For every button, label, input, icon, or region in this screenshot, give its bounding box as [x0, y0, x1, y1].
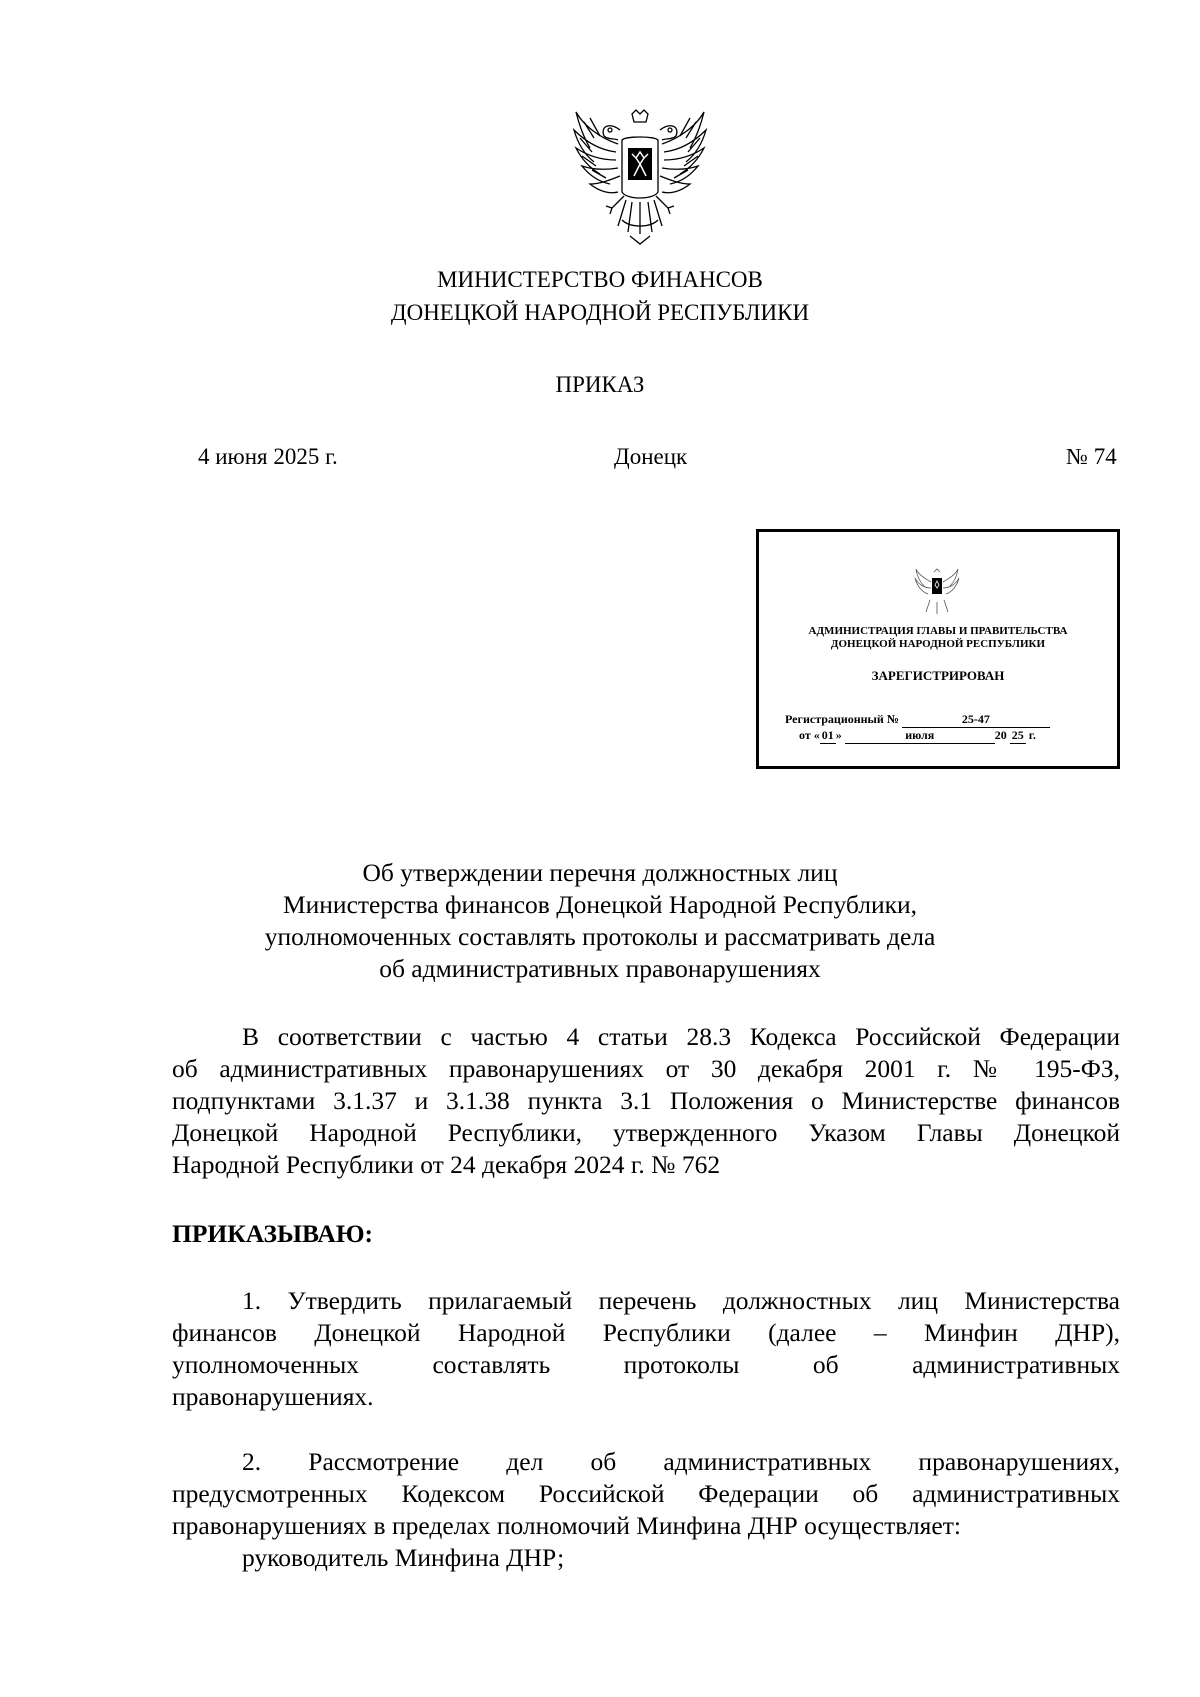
preamble-line2: об административных правонарушениях от 30 декабря 2001 г. № 195-ФЗ, [172, 1054, 1120, 1083]
coat-of-arms-emblem [570, 108, 710, 253]
small-coat-of-arms-icon [914, 568, 960, 618]
preamble-line1: В соответствии с частью 4 статьи 28.3 Кодекса Российской Федерации [242, 1022, 1120, 1051]
stamp-year-prefix: 20 [994, 728, 1007, 742]
stamp-day: 01 [821, 728, 834, 742]
title-line4: об административных правонарушениях [379, 954, 821, 983]
item1-line1: 1. Утвердить прилагаемый перечень должностных лиц Министерства [242, 1286, 1120, 1315]
stamp-org-line1: АДМИНИСТРАЦИЯ ГЛАВЫ И ПРАВИТЕЛЬСТВА [808, 625, 1068, 637]
double-headed-eagle-icon [570, 108, 710, 253]
ministry-name-line2: ДОНЕЦКОЙ НАРОДНОЙ РЕСПУБЛИКИ [390, 300, 810, 325]
preamble-line3: подпунктами 3.1.37 и 3.1.38 пункта 3.1 Положения о Министерстве финансов [172, 1086, 1120, 1115]
document-date: 4 июня 2025 г. [198, 444, 338, 469]
order-heading: ПРИКАЗЫВАЮ: [172, 1219, 374, 1248]
preamble-line5: Народной Республики от 24 декабря 2024 г. № 762 [172, 1150, 721, 1179]
stamp-date-prefix: от « [799, 728, 820, 742]
title-line2: Министерства финансов Донецкой Народной Республики, [282, 890, 918, 919]
title-line1: Об утверждении перечня должностных лиц [362, 858, 838, 887]
item1-line3: уполномоченных составлять протоколы об административных [172, 1350, 1120, 1379]
stamp-reg-number: 25-47 [902, 712, 1050, 728]
stamp-date-mid: » [835, 728, 842, 742]
item2-line1: 2. Рассмотрение дел об административных правонарушениях, [242, 1447, 1120, 1476]
item1-line4: правонарушениях. [172, 1382, 374, 1411]
stamp-status: ЗАРЕГИСТРИРОВАН [871, 668, 1005, 683]
document-city: Донецк [614, 444, 688, 469]
ministry-name-line1: МИНИСТЕРСТВО ФИНАНСОВ [437, 267, 763, 292]
title-line3: уполномоченных составлять протоколы и рассматривать дела [264, 922, 936, 951]
stamp-reg-row [785, 712, 1050, 728]
registration-stamp [756, 529, 1120, 769]
document-type: ПРИКАЗ [555, 372, 645, 397]
item2-line4: руководитель Минфина ДНР; [242, 1543, 565, 1572]
document-number: № 74 [1066, 444, 1117, 469]
stamp-org-line2: ДОНЕЦКОЙ НАРОДНОЙ РЕСПУБЛИКИ [830, 638, 1046, 650]
stamp-date-row [799, 728, 1036, 744]
stamp-year-end: г. [1028, 728, 1036, 742]
item1-line2: финансов Донецкой Народной Республики (далее – Минфин ДНР), [172, 1318, 1120, 1347]
item2-line2: предусмотренных Кодексом Российской Федерации об административных [172, 1479, 1120, 1508]
item2-line3: правонарушениях в пределах полномочий Минфина ДНР осуществляет: [172, 1511, 961, 1540]
stamp-year-suffix: 25 [1011, 728, 1024, 742]
stamp-reg-label: Регистрационный № [785, 712, 899, 726]
stamp-month: июля [845, 728, 995, 744]
preamble-line4: Донецкой Народной Республики, утвержденного Указом Главы Донецкой [172, 1118, 1120, 1147]
